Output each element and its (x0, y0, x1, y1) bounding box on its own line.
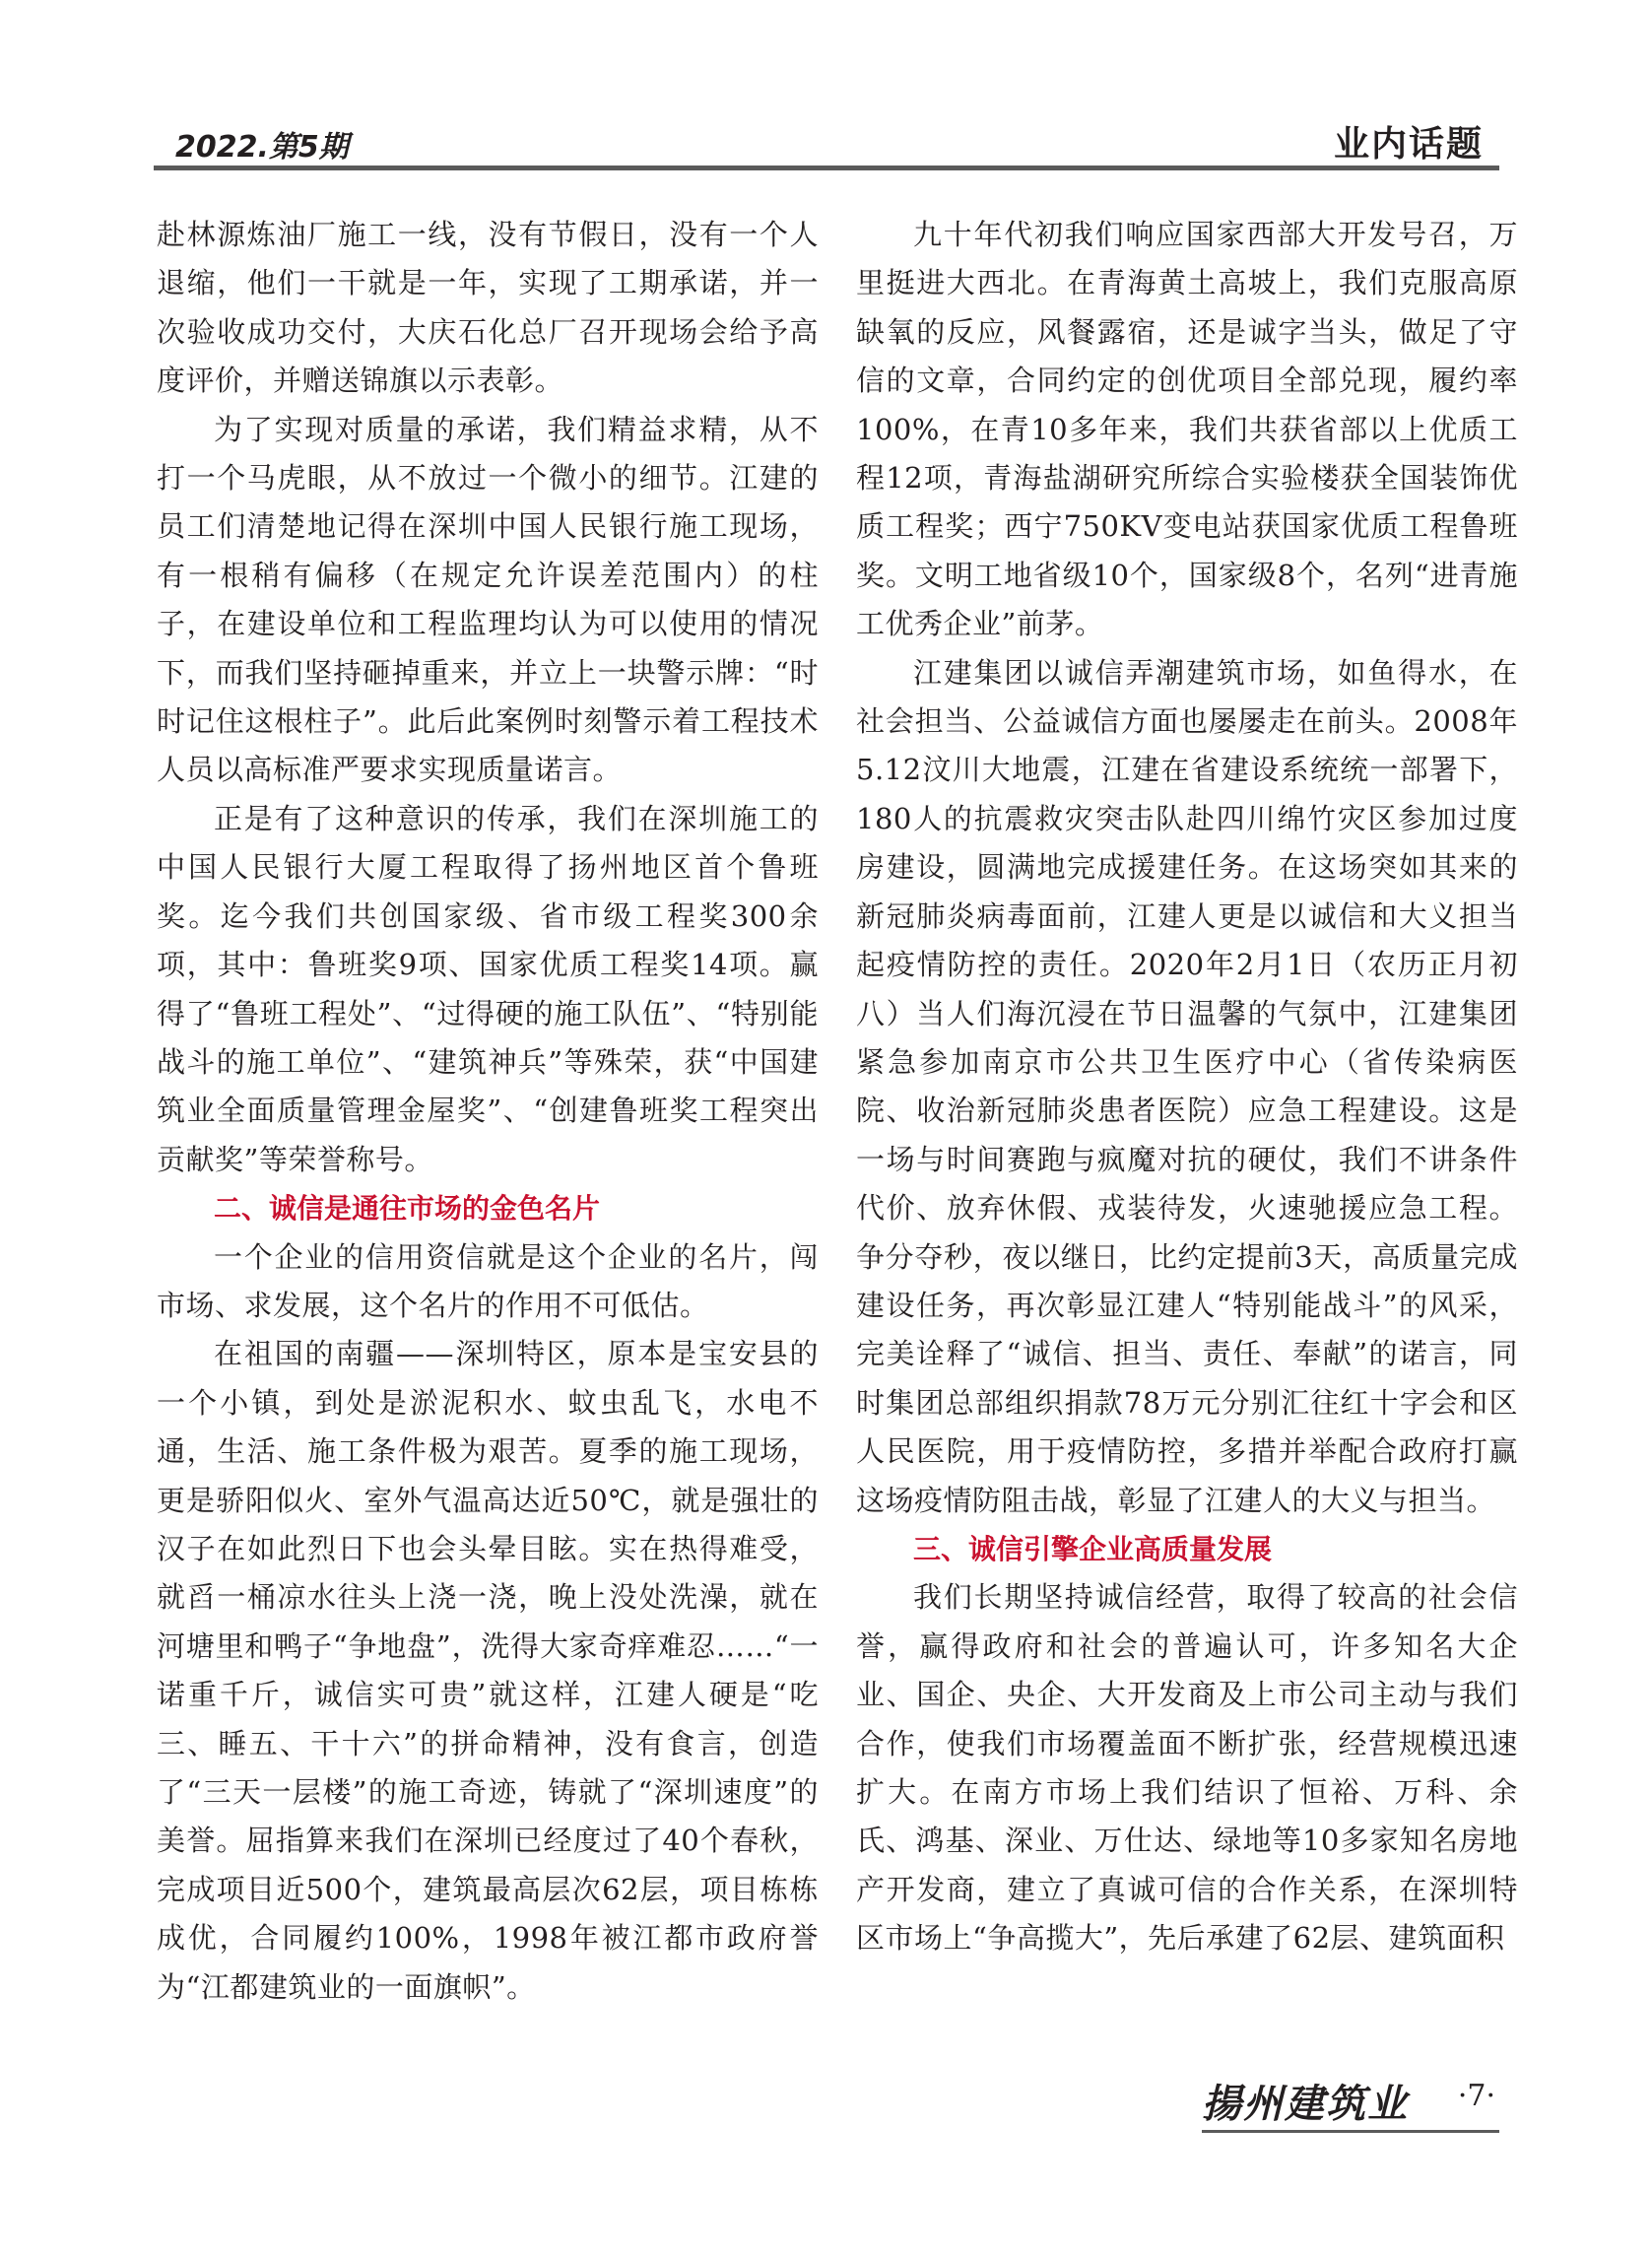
page-footer (1202, 2073, 1499, 2136)
paragraph: 九十年代初我们响应国家西部大开发号召，万里挺进大西北。在青海黄土高坡上，我们克服高原缺氧的反应，风餐露宿，还是诚字当头，做足了守信的文章，合同约定的创优项目全部兑现，履约率100%，在青10多年来，我们共获省部以上优质工程12项，青海盐湖研究所综合实验楼获全国装饰优质工程奖；西宁750KV变电站获国家优质工程鲁班奖。文明工地省级10个，国家级8个，名列“进青施工优秀企业”前茅。 (856, 218, 1518, 641)
page-header (154, 116, 1499, 171)
page-number: ·7· (1457, 2079, 1495, 2113)
section-heading: 三、诚信引擎企业高质量发展 (913, 1532, 1273, 1565)
paragraph: 正是有了这种意识的传承，我们在深圳施工的中国人民银行大厦工程取得了扬州地区首个鲁班奖。迄今我们共创国家级、省市级工程奖300余项，其中：鲁班奖9项、国家优质工程奖14项。赢得了“鲁班工程处”、“过得硬的施工队伍”、“特别能战斗的施工单位”、“建筑神兵”等殊荣，获“中国建筑业全面质量管理金屋奖”、“创建鲁班奖工程突出贡献奖”等荣誉称号。 (157, 801, 819, 1176)
paragraph: 一个企业的信用资信就是这个企业的名片，闯市场、求发展，这个名片的作用不可低估。 (157, 1239, 819, 1322)
left-column (157, 211, 819, 2012)
issue-label: 2022.第5期 (175, 130, 349, 165)
section-heading: 二、诚信是通往市场的金色名片 (214, 1192, 601, 1226)
paragraph: 江建集团以诚信弄潮建筑市场，如鱼得水，在社会担当、公益诚信方面也屡屡走在前头。2008年5.12汶川大地震，江建在省建设系统统一部署下，180人的抗震救灾突击队赴四川绵竹灾区参加过度房建设，圆满地完成援建任务。在这场突如其来的新冠肺炎病毒面前，江建人更是以诚信和大义担当起疫情防控的责任。2020年2月1日（农历正月初八）当人们海沉浸在节日温馨的气氛中，江建集团紧急参加南京市公共卫生医疗中心（省传染病医院、收治新冠肺炎患者医院）应急工程建设。这是一场与时间赛跑与疯魔对抗的硬仗，我们不讲条件代价、放弃休假、戎装待发，火速驰援应急工程。争分夺秒，夜以继日，比约定提前3天，高质量完成建设任务，再次彰显江建人“特别能战斗”的风采，完美诠释了“诚信、担当、责任、奉献”的诺言，同时集团总部组织捐款78万元分别汇往红十字会和区人民医院，用于疫情防控，多措并举配合政府打赢这场疫情防阻击战，彰显了江建人的大义与担当。 (856, 655, 1518, 1517)
header-rule (154, 166, 1499, 170)
paragraph: 赴林源炼油厂施工一线，没有节假日，没有一个人退缩，他们一干就是一年，实现了工期承诺，并一次验收成功交付，大庆石化总厂召开现场会给予高度评价，并赠送锦旗以示表彰。 (157, 218, 819, 398)
paragraph: 为了实现对质量的承诺，我们精益求精，从不打一个马虎眼，从不放过一个微小的细节。江建的员工们清楚地记得在深圳中国人民银行施工现场，有一根稍有偏移（在规定允许误差范围内）的柱子，在建设单位和工程监理均认为可以使用的情况下，而我们坚持砸掉重来，并立上一块警示牌：“时时记住这根柱子”。此后此案例时刻警示着工程技术人员以高标准严要求实现质量诺言。 (157, 412, 819, 787)
section-title: 业内话题 (1333, 124, 1484, 165)
footer-rule (1202, 2130, 1499, 2133)
magazine-logo: 揚州建筑业 (1202, 2081, 1409, 2127)
paragraph: 在祖国的南疆——深圳特区，原本是宝安县的一个小镇，到处是淤泥积水、蚊虫乱飞，水电不通，生活、施工条件极为艰苦。夏季的施工现场，更是骄阳似火、室外气温高达近50℃，就是强壮的汉子在如此烈日下也会头晕目眩。实在热得难受，就舀一桶凉水往头上浇一浇，晚上没处洗澡，就在河塘里和鸭子“争地盘”，洗得大家奇痒难忍……“一诺重千斤，诚信实可贵”就这样，江建人硬是“吃三、睡五、干十六”的拼命精神，没有食言，创造了“三天一层楼”的施工奇迹，铸就了“深圳速度”的美誉。屈指算来我们在深圳已经度过了40个春秋，完成项目近500个，建筑最高层次62层，项目栋栋成优，合同履约100%，1998年被江都市政府誉为“江都建筑业的一面旗帜”。 (157, 1337, 819, 2004)
paragraph: 我们长期坚持诚信经营，取得了较高的社会信誉，赢得政府和社会的普遍认可，许多知名大企业、国企、央企、大开发商及上市公司主动与我们合作，使我们市场覆盖面不断扩张，经营规模迅速扩大。在南方市场上我们结识了恒裕、万科、余氏、鸿基、深业、万仕达、绿地等10多家知名房地产开发商，建立了真诚可信的合作关系，在深圳特区市场上“争高揽大”，先后承建了62层、建筑面积 (856, 1580, 1518, 1956)
right-column (856, 211, 1518, 1963)
